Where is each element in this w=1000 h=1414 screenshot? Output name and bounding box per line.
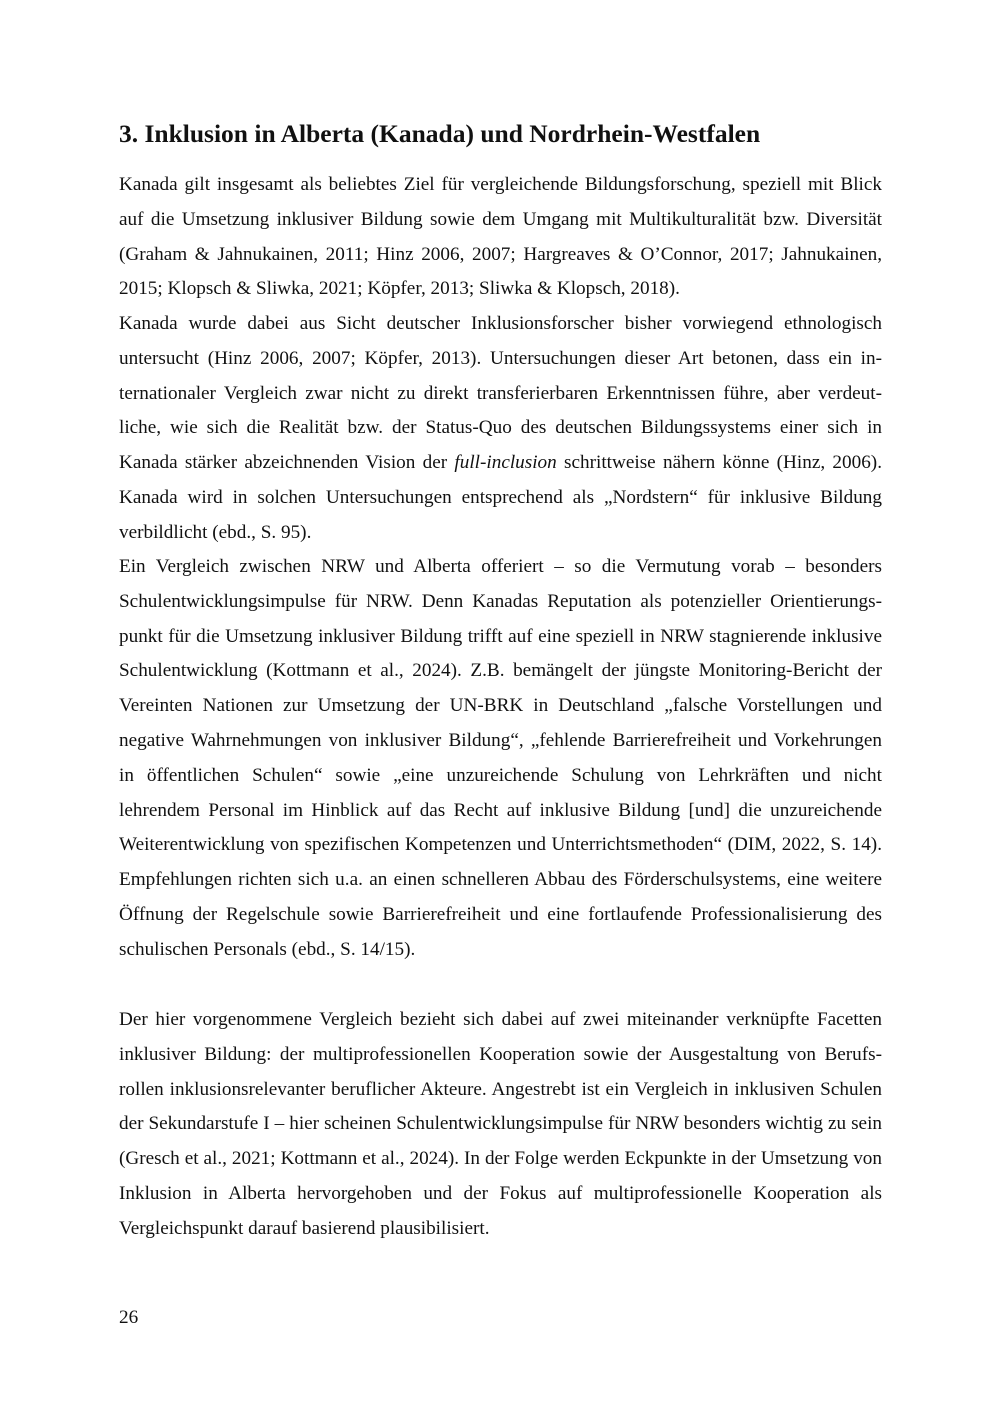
paragraph-1: Kanada gilt insgesamt als beliebtes Ziel für vergleichende Bildungsforschung, speziell mit Blick auf die Umsetzung inklusiver Bildung sowie dem Umgang mit Multikulturalität bzw. Diversität (Graham & Jahnukainen, 2011; Hinz 2006, 2007; Hargreaves & O’Connor, 2017; Jahnukainen, 2015; Klopsch & Sliwka, 2021; Köpfer, 2013; Sliwka & Klopsch, 2018). [119,174,882,300]
paragraph-2 [119,307,882,551]
paragraph-2-text-before: Kanada wurde dabei aus Sicht deutscher Inklusionsforscher bisher vorwiegend ethnologisch untersucht (Hinz 2006, 2007; Köpfer, 2013). Untersuchungen dieser Art betonen, dass ein internationaler Vergleich zwar nicht zu direkt transferierbaren Erkenntnissen führe, aber verdeutliche, wie sich die Realität bzw. der Status-Quo des deutschen Bildungssystems einer sich in Kanada stärker abzeichnenden Vision der [119,313,882,474]
paragraph-3: Ein Vergleich zwischen NRW und Alberta offeriert – so die Vermutung vorab – besonders Schulentwicklungsimpulse für NRW. Denn Kanadas Reputation als potenzieller Orientierungspunkt für die Umsetzung inklusiver Bildung trifft auf eine speziell in NRW stagnierende inklusive Schulentwicklung (Kottmann et al., 2024). Z.B. bemängelt der jüngste Monitoring-Bericht der Vereinten Nationen zur Umsetzung der UN-BRK in Deutschland „falsche Vorstellungen und negative Wahrnehmungen von inklusiver Bildung“, „fehlende Barrierefreiheit und Vorkehrungen in öffentlichen Schulen“ sowie „eine unzureichende Schulung von Lehrkräften und nicht lehrendem Personal im Hinblick auf das Recht auf inklusive Bildung [und] die unzureichende Weiterentwicklung von spezifischen Kompetenzen und Unterrichtsmethoden“ (DIM, 2022, S. 14). Empfehlungen richten sich u.a. an einen schnelleren Abbau des Förderschulsystems, eine weitere Öffnung der Regelschule sowie Barrierefreiheit und eine fortlaufende Professionalisierung des schulischen Personals (ebd., S. 14/15). [119,556,882,960]
page-number: 26 [119,1307,139,1328]
paragraph-2-italic-term: full-inclusion [454,452,557,474]
section-heading: 3. Inklusion in Alberta (Kanada) und Nordrhein-Westfalen [119,119,761,148]
paragraph-4: Der hier vorgenommene Vergleich bezieht sich dabei auf zwei miteinander verknüpfte Facetten inklusiver Bildung: der multiprofessionellen Kooperation sowie der Ausgestaltung von Berufsrollen inklusionsrelevanter beruflicher Akteure. Angestrebt ist ein Vergleich in inklusiven Schulen der Sekundarstufe I – hier scheinen Schulentwicklungsimpulse für NRW besonders wichtig zu sein (Gresch et al., 2021; Kottmann et al., 2024). In der Folge werden Eckpunkte in der Umsetzung von Inklusion in Alberta hervorgehoben und der Fokus auf multiprofessionelle Kooperation als Vergleichspunkt darauf basierend plausibilisiert. [119,1009,882,1239]
paragraph-2-text-after: schrittweise nähern könne (Hinz, 2006). Kanada wird in solchen Untersuchungen entsprechend als „Nordstern“ für inklusive Bildung verbildlicht (ebd., S. 95). [119,452,882,543]
